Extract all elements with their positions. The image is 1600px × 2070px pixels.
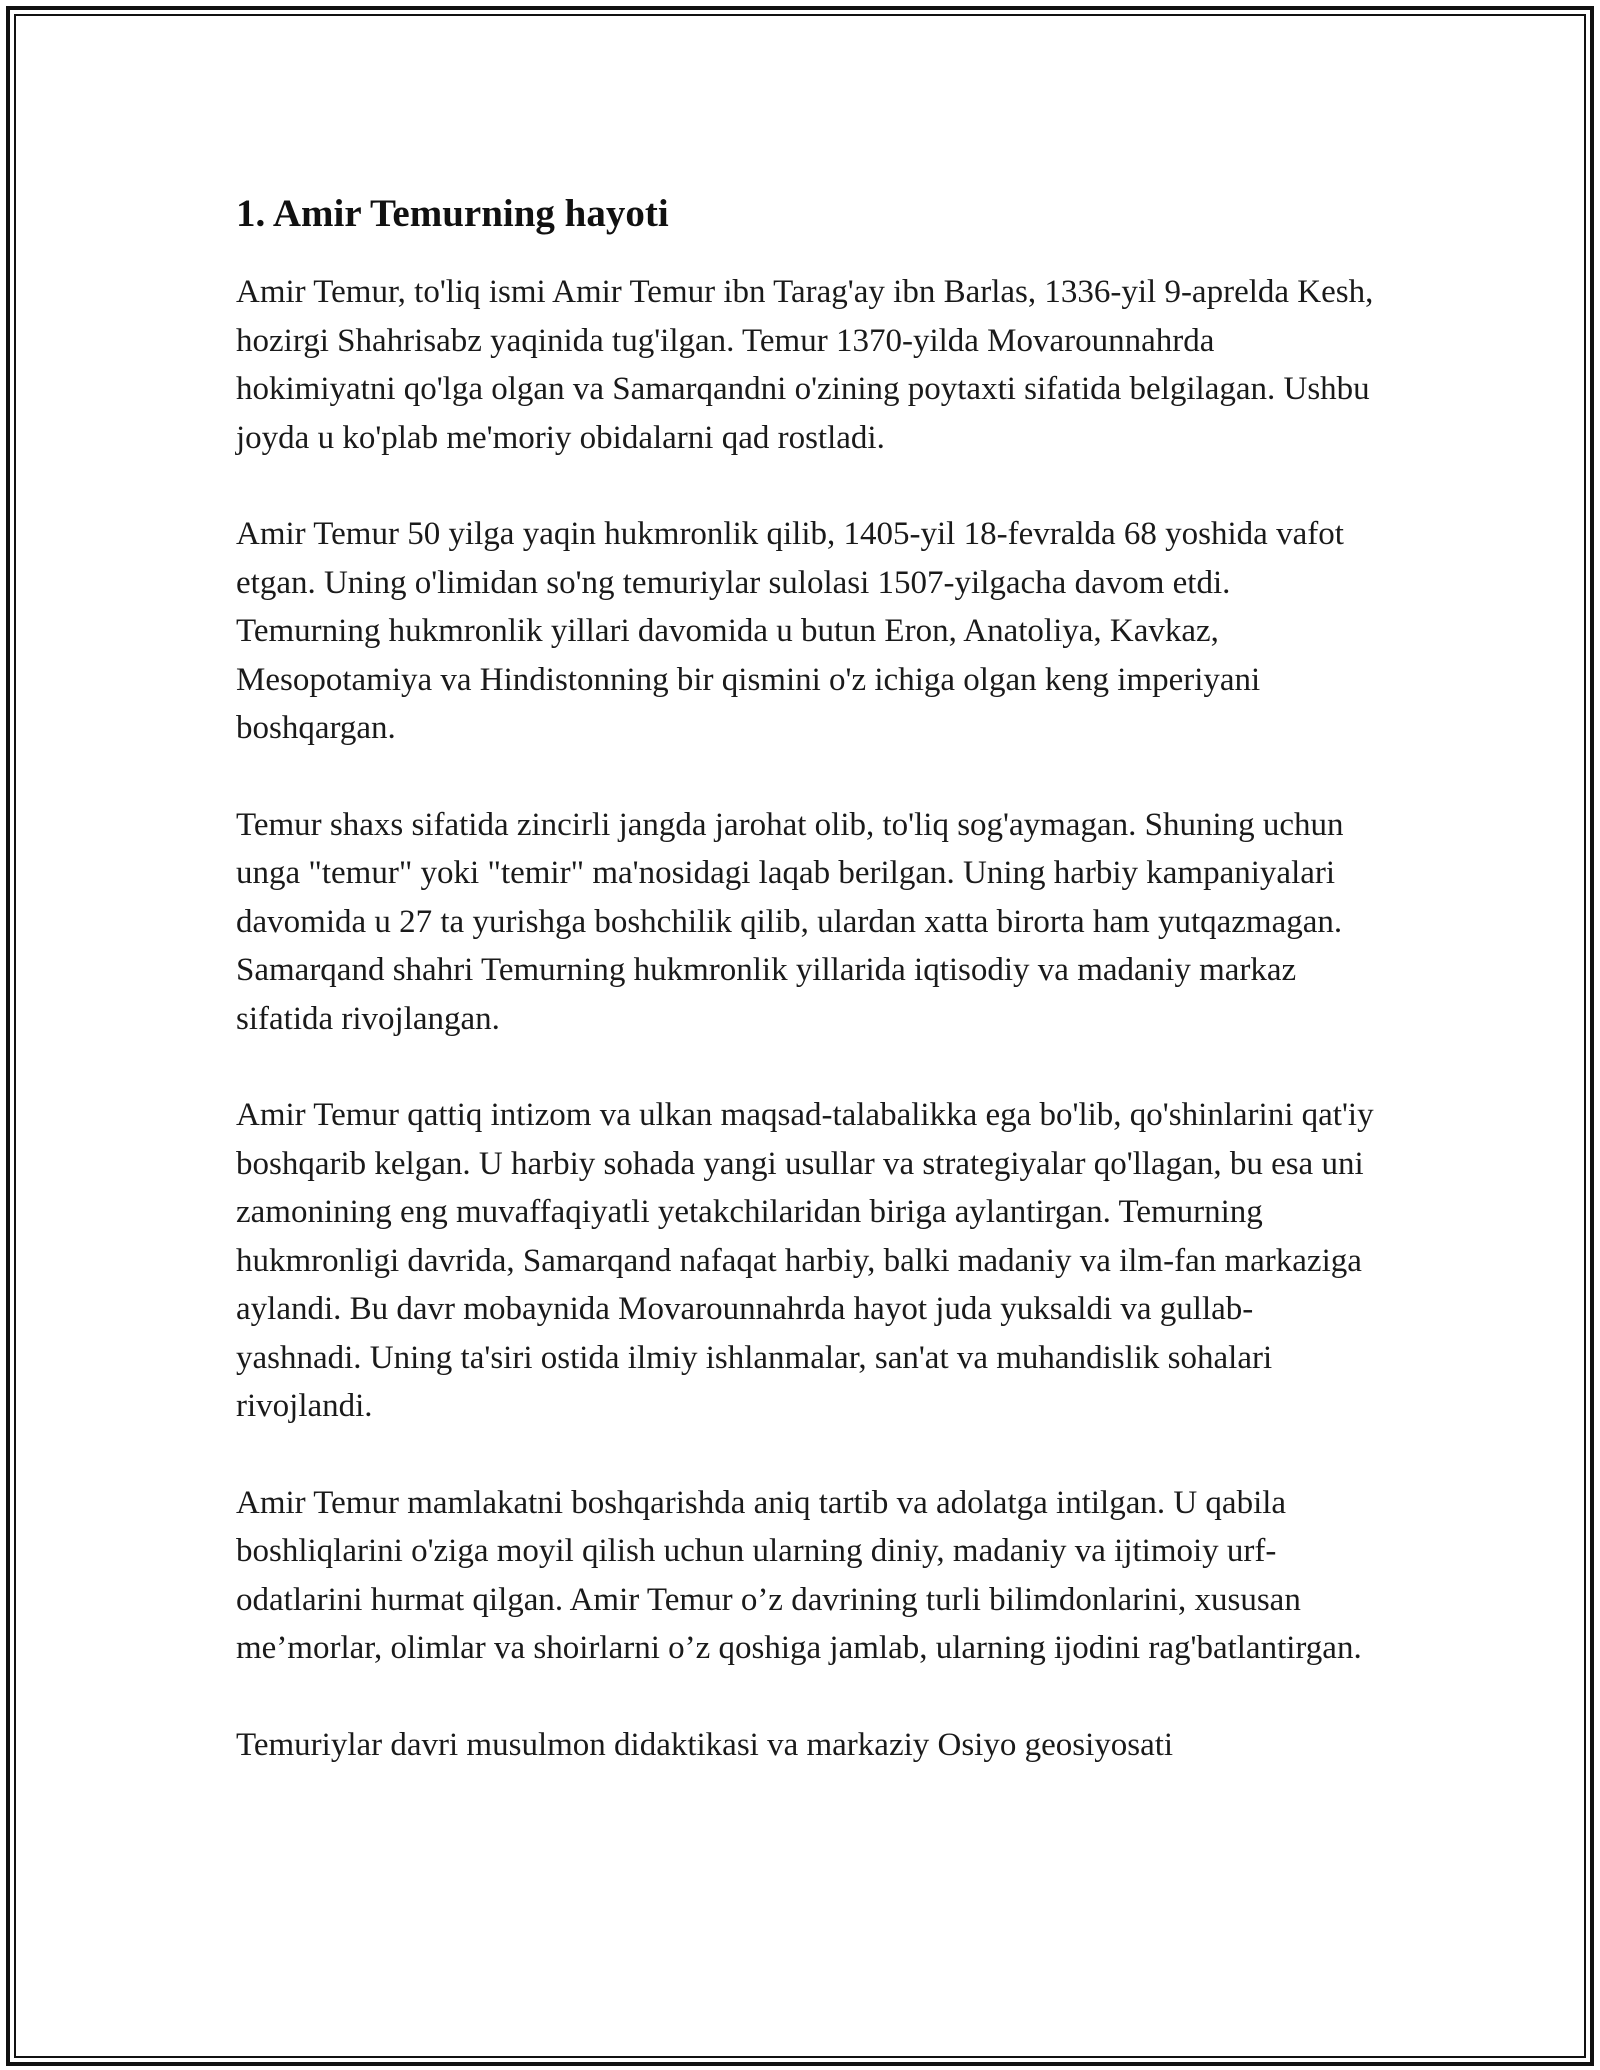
paragraph-4: Amir Temur qattiq intizom va ulkan maqsad-talabalikka ega bo'lib, qo'shinlarini qat'iy boshqarib kelgan. U harbiy sohada yangi usullar va strategiyalar qo'llagan, bu esa uni zamonining eng muvaffaqiyatli yetakchilaridan biriga aylantirgan. Temurning hukmronligi davrida, Samarqand nafaqat harbiy, balki madaniy va ilm-fan markaziga aylandi. Bu davr mobaynida Movarounnahrda hayot juda yuksaldi va gullab-yashnadi. Uning ta'siri ostida ilmiy ishlanmalar, san'at va muhandislik sohalari rivojlandi.: [236, 1097, 1374, 1424]
document-body: [236, 190, 1376, 1817]
paragraph-1: Amir Temur, to'liq ismi Amir Temur ibn Tarag'ay ibn Barlas, 1336-yil 9-aprelda Kesh, hozirgi Shahrisabz yaqinida tug'ilgan. Temur 1370-yilda Movarounnahrda hokimiyatni qo'lga olgan va Samarqandni o'zining poytaxti sifatida belgilagan. Ushbu joyda u ko'plab me'moriy obidalarni qad rostladi.: [236, 274, 1374, 456]
paragraph-2: Amir Temur 50 yilga yaqin hukmronlik qilib, 1405-yil 18-fevralda 68 yoshida vafot etgan. Uning o'limidan so'ng temuriylar sulolasi 1507-yilgacha davom etdi. Temurning hukmronlik yillari davomida u butun Eron, Anatoliya, Kavkaz, Mesopotamiya va Hindistonning bir qismini o'z ichiga olgan keng imperiyani boshqargan.: [236, 516, 1344, 746]
section-heading: 1. Amir Temurning hayoti: [236, 192, 669, 235]
paragraph-3: Temur shaxs sifatida zincirli jangda jarohat olib, to'liq sog'aymagan. Shuning uchun unga "temur" yoki "temir" ma'nosidagi laqab berilgan. Uning harbiy kampaniyalari davomida u 27 ta yurishga boshchilik qilib, ulardan xatta birorta ham yutqazmagan. Samarqand shahri Temurning hukmronlik yillarida iqtisodiy va madaniy markaz sifatida rivojlangan.: [236, 806, 1344, 1037]
paragraph-5: Amir Temur mamlakatni boshqarishda aniq tartib va adolatga intilgan. U qabila boshliqlarini o'ziga moyil qilish uchun ularning diniy, madaniy va ijtimoiy urf-odatlarini hurmat qilgan. Amir Temur o’z davrining turli bilimdonlarini, xususan me’morlar, olimlar va shoirlarni o’z qoshiga jamlab, ularning ijodini rag'batlantirgan.: [236, 1484, 1362, 1666]
paragraph-6: Temuriylar davri musulmon didaktikasi va markaziy Osiyo geosiyosati: [236, 1726, 1174, 1763]
